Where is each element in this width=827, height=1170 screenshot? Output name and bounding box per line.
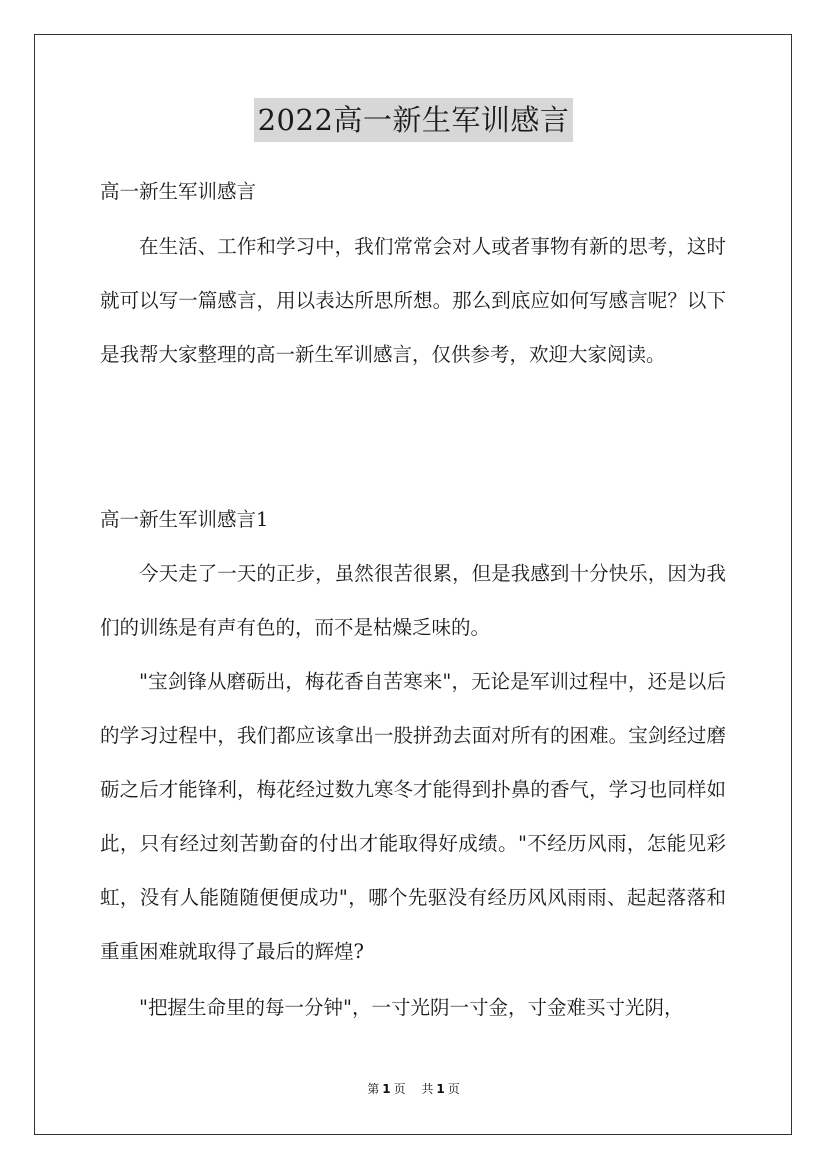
- body-paragraph-2: "宝剑锋从磨砺出，梅花香自苦寒来"，无论是军训过程中，还是以后的学习过程中，我们都应该拿出一股拼劲去面对所有的困难。宝剑经过磨砺之后才能锋利，梅花经过数九寒冬才能得到扑鼻的香气，学习也同样如此，只有经过刻苦勤奋的付出才能取得好成绩。"不经历风雨，怎能见彩虹，没有人能随随便便成功"，哪个先驱没有经历风风雨雨、起起落落和重重困难就取得了最后的辉煌?: [100, 670, 726, 963]
- total-suffix: 页: [447, 1082, 460, 1096]
- intro-heading: 高一新生军训感言: [100, 180, 257, 203]
- current-page: 1: [382, 1082, 391, 1096]
- body-paragraph-1: 今天走了一天的正步，虽然很苦很累，但是我感到十分快乐，因为我们的训练是有声有色的，而不是枯燥乏味的。: [100, 562, 726, 639]
- page-footer: [0, 1080, 827, 1097]
- total-prefix: 共: [421, 1082, 434, 1096]
- body-paragraph-3: "把握生命里的每一分钟"，一寸光阴一寸金，寸金难买寸光阴，: [139, 996, 684, 1019]
- title-container: [0, 98, 827, 142]
- page-suffix: 页: [393, 1082, 406, 1096]
- section-heading: 高一新生军训感言1: [100, 508, 269, 531]
- document-title: 2022高一新生军训感言: [254, 98, 574, 142]
- intro-paragraph: 在生活、工作和学习中，我们常常会对人或者事物有新的思考，这时就可以写一篇感言，用以表达所思所想。那么到底应如何写感言呢？以下是我帮大家整理的高一新生军训感言，仅供参考，欢迎大家阅读。: [100, 235, 726, 366]
- page-number: [364, 1082, 408, 1096]
- total-pages: 1: [436, 1082, 445, 1096]
- page-total: [418, 1082, 462, 1096]
- page-prefix: 第: [367, 1082, 380, 1096]
